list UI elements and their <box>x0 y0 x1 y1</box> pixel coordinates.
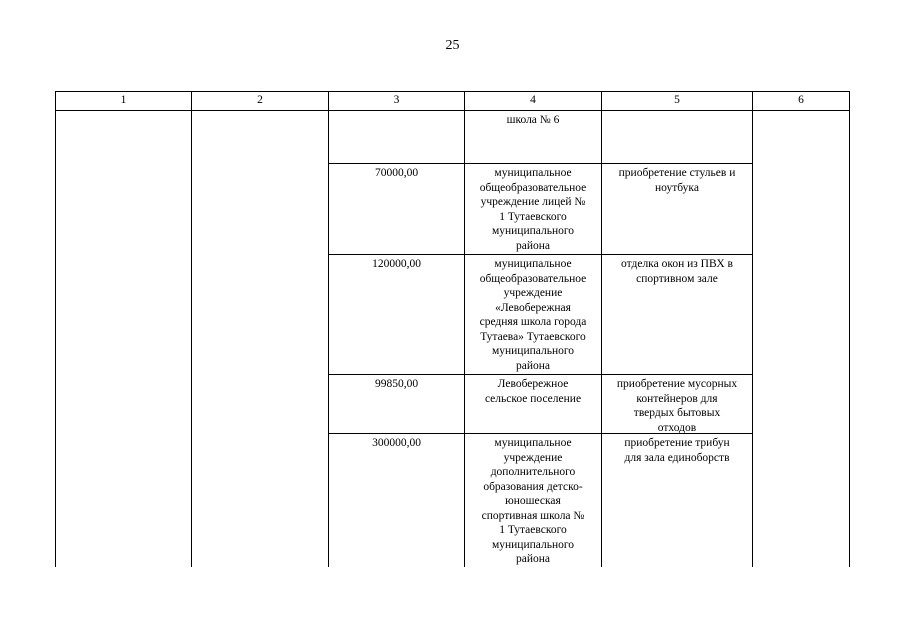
row-purpose: отделка окон из ПВХ в спортивном зале <box>621 258 733 285</box>
row-divider <box>328 374 752 375</box>
row-divider <box>328 254 752 255</box>
row-purpose: приобретение стульев и ноутбука <box>618 167 736 194</box>
header-cell-4: 4 <box>530 94 536 106</box>
header-bottom-border <box>55 110 849 111</box>
header-cell-2: 2 <box>257 94 263 106</box>
row-organization: муниципальное учреждение дополнительного образования детско- юношеская спортивная школа № 1 Тутаевского муниципального района <box>481 437 585 565</box>
row-purpose: приобретение мусорных контейнеров для твердых бытовых отходов <box>616 378 738 434</box>
header-cell-6: 6 <box>798 94 804 106</box>
row-amount: 300000,00 <box>372 437 421 449</box>
row-organization: Левобережное сельское поселение <box>484 378 582 405</box>
row-divider <box>328 163 752 164</box>
header-cell-1: 1 <box>120 94 127 106</box>
header-cell-3: 3 <box>393 94 400 106</box>
row-amount: 120000,00 <box>372 258 421 270</box>
col-border <box>55 91 56 567</box>
row-amount: 99850,00 <box>374 378 419 390</box>
row-amount: 70000,00 <box>374 167 419 179</box>
row-purpose: приобретение трибун для зала единоборств <box>624 437 730 464</box>
col-border <box>328 91 329 567</box>
page-number: 25 <box>445 38 460 53</box>
table-top-border <box>55 91 849 92</box>
row-organization: муниципальное общеобразовательное учреждение лицей № 1 Тутаевского муниципального района <box>479 167 587 252</box>
header-cell-5: 5 <box>674 94 680 106</box>
col-border <box>752 91 753 567</box>
col-border <box>191 91 192 567</box>
col-border <box>601 91 602 567</box>
row-organization: школа № 6 <box>506 114 560 126</box>
col-border <box>849 91 850 567</box>
row-organization: муниципальное общеобразовательное учреждение «Левобережная средняя школа города Тутаева» Тутаевского муниципального района <box>479 258 587 372</box>
